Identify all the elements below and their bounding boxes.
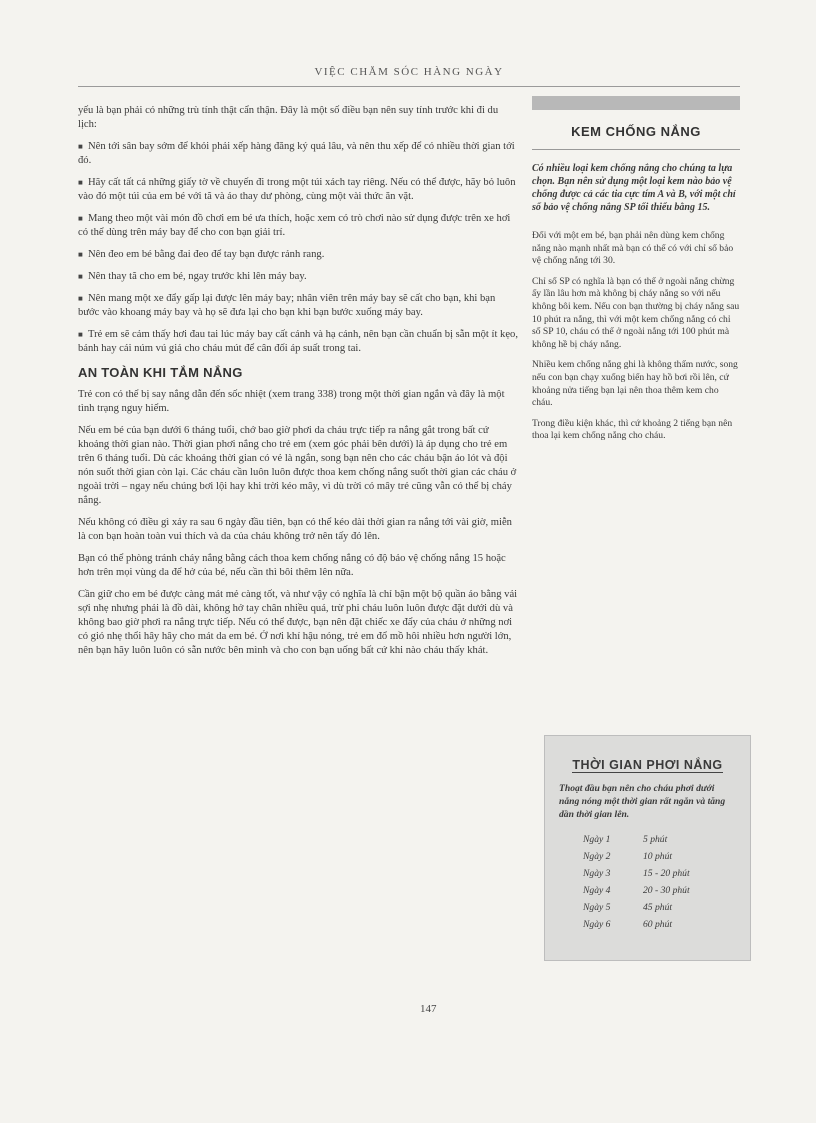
table-row bbox=[583, 916, 690, 933]
bullet-text: Mang theo một vài món đồ chơi em bé ưa thích, hoặc xem có trò chơi nào sử dụng được trên xe hơi có thể dùng trên máy bay để cho con bạn giải trí. bbox=[78, 213, 511, 238]
bullet-text: Trẻ em sẽ cảm thấy hơi đau tai lúc máy bay cất cánh và hạ cánh, nên bạn cần chuẩn bị sẵn một ít kẹo, bánh hay cái núm vú giả cho cháu mút để cân đối áp suất trong tai. bbox=[78, 329, 518, 354]
time-cell: 5 phút bbox=[643, 834, 668, 845]
sidebar-rule bbox=[532, 149, 740, 150]
bullet-text: Nên đeo em bé bằng đai đeo để tay bạn được rảnh rang. bbox=[88, 249, 325, 260]
bullet-marker-icon: ■ bbox=[78, 178, 83, 187]
section-heading: AN TOÀN KHI TẮM NẮNG bbox=[78, 365, 243, 380]
day-cell: Ngày 2 bbox=[583, 851, 611, 862]
day-cell: Ngày 4 bbox=[583, 885, 611, 896]
sidebar-paragraph: Trong điều kiện khác, thì cứ khoảng 2 tiếng bạn nên thoa lại kem chống nắng cho cháu. bbox=[532, 417, 733, 442]
time-cell: 15 - 20 phút bbox=[643, 868, 690, 879]
bullet-item bbox=[78, 212, 518, 240]
page-number: 147 bbox=[420, 1003, 437, 1015]
bullet-marker-icon: ■ bbox=[78, 294, 83, 303]
bullet-marker-icon: ■ bbox=[78, 214, 83, 223]
day-cell: Ngày 1 bbox=[583, 834, 611, 845]
sidebar-paragraph: Nhiều kem chống nắng ghi là không thấm nước, song nếu con bạn chạy xuống biển hay hồ bơi rồi lên, cứ khoảng nửa tiếng bạn lại nên thoa thêm kem cho cháu. bbox=[532, 359, 738, 409]
bullet-item bbox=[78, 270, 518, 284]
table-row bbox=[583, 882, 690, 899]
page-header: VIỆC CHĂM SÓC HÀNG NGÀY bbox=[314, 66, 504, 78]
sidebar-paragraph: Đối với một em bé, bạn phải nên dùng kem chống nắng nào mạnh nhất mà bạn có thể có với chỉ số bảo vệ chống nắng tới 30. bbox=[532, 230, 734, 267]
exposure-table bbox=[583, 831, 690, 933]
intro-paragraph: yếu là bạn phải có những trù tính thật cẩn thận. Đây là một số điều bạn nên suy tính trước khi đi du lịch: bbox=[78, 105, 499, 130]
box-title-text: THỜI GIAN PHƠI NẮNG bbox=[572, 758, 723, 772]
table-row bbox=[583, 848, 690, 865]
bullet-item bbox=[78, 328, 518, 356]
bullet-text: Nên thay tã cho em bé, ngay trước khi lên máy bay. bbox=[88, 271, 307, 282]
bullet-item bbox=[78, 140, 518, 168]
time-cell: 10 phút bbox=[643, 851, 673, 862]
time-cell: 60 phút bbox=[643, 919, 673, 930]
bullet-text: Hãy cất tất cả những giấy tờ về chuyến đi trong một túi xách tay riêng. Nếu có thể được, hãy bỏ luôn vào đó một túi của em bé với tã và áo thay dư phòng, cùng một vài thức ăn vặt. bbox=[78, 177, 516, 202]
bullet-marker-icon: ■ bbox=[78, 142, 83, 151]
bullet-item bbox=[78, 176, 518, 204]
box-title bbox=[545, 758, 750, 772]
box-intro: Thoạt đầu bạn nên cho cháu phơi dưới nắng nóng một thời gian rất ngắn và tăng dần thời gian lên. bbox=[559, 783, 726, 820]
body-paragraph: Nếu không có điều gì xảy ra sau 6 ngày đầu tiên, bạn có thể kéo dài thời gian ra nắng tới vài giờ, miễn là con bạn hoàn toàn vui thích và da của cháu không trở nên tấy đỏ lên. bbox=[78, 517, 512, 542]
bullet-marker-icon: ■ bbox=[78, 272, 83, 281]
body-paragraph: Trẻ con có thể bị say nắng dẫn đến sốc nhiệt (xem trang 338) trong một thời gian ngắn và đây là một tình trạng nguy hiểm. bbox=[78, 389, 505, 414]
day-cell: Ngày 5 bbox=[583, 902, 611, 913]
bullet-item bbox=[78, 248, 518, 262]
bullet-item bbox=[78, 292, 518, 320]
sunscreen-sidebar bbox=[532, 96, 740, 451]
sidebar-intro: Có nhiều loại kem chống nắng cho chúng ta lựa chọn. Bạn nên sử dụng một loại kem nào bảo vệ chống được cả các tia cực tím A và B, với một chỉ số bảo vệ chống nắng SP tối thiểu bằng 15. bbox=[532, 163, 736, 213]
sidebar-paragraph: Chỉ số SP có nghĩa là bạn có thể ở ngoài nắng chừng ấy lần lâu hơn mà không bị cháy nắng so với nếu không bôi kem. Nếu con bạn thường bị cháy nắng sau 10 phút ra nắng, thì với một kem chống nắng có chỉ số SP 10, cháu có thể ở ngoài nắng tới 100 phút mà không hề bị cháy nắng. bbox=[532, 275, 740, 350]
table-row bbox=[583, 831, 690, 848]
day-cell: Ngày 6 bbox=[583, 919, 611, 930]
exposure-time-box bbox=[544, 735, 751, 961]
time-cell: 20 - 30 phút bbox=[643, 885, 690, 896]
body-paragraph: Cần giữ cho em bé được càng mát mẻ càng tốt, và như vậy có nghĩa là chỉ bận một bộ quần áo bằng vải sợi nhẹ nhưng phải là đồ dài, không hở tay chân nhiều quá, trừ phi cháu luôn luôn được đặt dưới dù và không bao giờ phơi ra nắng trực tiếp. Nếu có thể được, bạn nên đặt chiếc xe đẩy của cháu ở những nơi có gió nhẹ thổi hây hây cho mát da em bé. Ở nơi khí hậu nóng, trẻ em đổ mồ hôi nhiều hơn người lớn, nên bạn hãy luôn luôn có sẵn nước bên mình và cho con bạn uống bất cứ khi nào cháu thấy khát. bbox=[78, 589, 518, 656]
bullet-marker-icon: ■ bbox=[78, 330, 83, 339]
sidebar-title: KEM CHỐNG NẮNG bbox=[571, 124, 701, 139]
bullet-text: Nên mang một xe đẩy gấp lại được lên máy bay; nhân viên trên máy bay sẽ cất cho bạn, khi bạn bước vào khoang máy bay và họ sẽ đưa lại cho bạn khi bạn bước xuống máy bay. bbox=[78, 293, 496, 318]
sidebar-top-bar bbox=[532, 96, 740, 110]
table-row bbox=[583, 865, 690, 882]
body-paragraph: Bạn có thể phòng tránh cháy nắng bằng cách thoa kem chống nắng có độ bảo vệ chống nắng 15 hoặc hơn trên mọi vùng da để hở của bé, nếu cần thì bôi thêm lên nữa. bbox=[78, 553, 506, 578]
bullet-text: Nên tới sân bay sớm để khỏi phải xếp hàng đăng ký quá lâu, và nên thu xếp để có nhiều thời gian tới đó. bbox=[78, 141, 515, 166]
table-row bbox=[583, 899, 690, 916]
bullet-marker-icon: ■ bbox=[78, 250, 83, 259]
day-cell: Ngày 3 bbox=[583, 868, 611, 879]
body-paragraph: Nếu em bé của bạn dưới 6 tháng tuổi, chớ bao giờ phơi da cháu trực tiếp ra nắng gắt trong bất cứ khoảng thời gian nào. Thời gian phơi nắng cho trẻ em (xem góc phải bên dưới) là áp dụng cho trẻ em trên 6 tháng tuổi. Dù các khoảng thời gian có vẻ là ngắn, song bạn nên cho các cháu bận áo lót và đội nón suốt thời gian còn lại. Các cháu cần luôn luôn được thoa kem chống nắng suốt thời gian các cháu ở ngoài trời – ngay nếu chúng bơi lội hay khi trời kéo mây, vì dù trời có mây trẻ cũng vẫn có thể bị cháy nắng. bbox=[78, 425, 517, 506]
header-rule bbox=[78, 86, 740, 87]
time-cell: 45 phút bbox=[643, 902, 673, 913]
main-column bbox=[78, 104, 518, 666]
